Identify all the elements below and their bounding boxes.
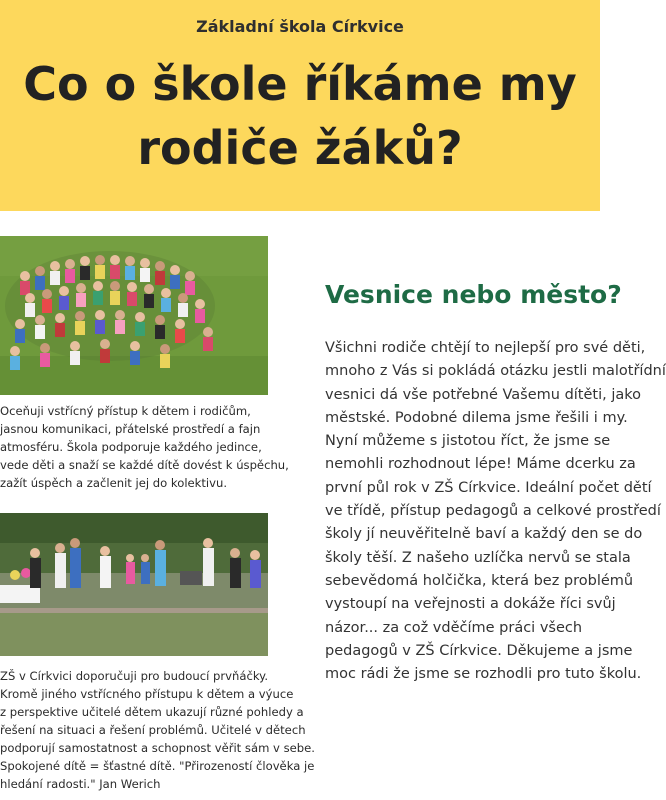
quote-2-line: z perspektive učitelé dětem ukazují různé pohledy a: [0, 705, 304, 719]
body-line: názor... za což vděčíme práci všech: [325, 619, 583, 636]
body-line: mnoho z Vás si pokládá otázku jestli malotřídní: [325, 363, 666, 380]
body-line: vystoupí na veřejnosti a dokáže říci svůj: [325, 596, 616, 613]
group-photo-children: [0, 236, 268, 395]
page-headline: [0, 52, 660, 180]
body-line: první půl rok v ZŠ Církvice. Ideální počet dětí: [325, 479, 652, 496]
section-title: Vesnice nebo město?: [325, 280, 622, 309]
quote-1-line: zažít úspěch a začlenit jej do kolektivu.: [0, 476, 228, 490]
body-line: Všichni rodiče chtějí to nejlepší pro své děti,: [325, 340, 646, 356]
body-line: školy těší. Z našeho uzlíčka nervů se stala: [325, 549, 631, 566]
body-line: školy jí neuvěřitelně baví a každý den se do: [325, 526, 643, 543]
quote-2-line: Spokojené dítě = šťastné dítě. "Přirozeností člověka je: [0, 759, 315, 773]
headline-line-2: rodiče žáků?: [137, 121, 463, 175]
parent-quote-2: [0, 667, 315, 793]
parent-quote-1: [0, 402, 289, 492]
headline-line-1: Co o škole říkáme my: [23, 57, 577, 111]
quote-1-line: atmosféru. Škola podporuje každého jedince,: [0, 440, 262, 454]
body-line: Nyní můžeme s jistotou říct, že jsme se: [325, 433, 611, 450]
quote-1-line: vede děti a snaží se každé dítě dovést k úspěchu,: [0, 458, 289, 472]
quote-2-line: Kromě jiného vstřícného přístupu k dětem a výuce: [0, 687, 294, 701]
quote-2-line: ZŠ v Církvici doporučuji pro budoucí prvňáčky.: [0, 669, 269, 683]
body-line: sebevědomá holčička, která bez problémů: [325, 572, 634, 589]
school-name: Základní škola Církvice: [196, 17, 404, 36]
quote-1-line: jasnou komunikaci, přátelské prostředí a fajn: [0, 422, 261, 436]
quote-2-line: řešení na situaci a řešení problémů. Učitelé v dětech: [0, 723, 306, 737]
testimonial-body: [325, 337, 666, 686]
garden-photo-families: [0, 513, 268, 656]
body-line: nemohli rozhodnout lépe! Máme dcerku za: [325, 456, 636, 473]
quote-1-line: Oceňuji vstřícný přístup k dětem i rodičům,: [0, 404, 251, 418]
quote-2-line: podporují samostatnost a schopnost věřit sám v sebe.: [0, 741, 315, 755]
quote-2-line: hledání radosti." Jan Werich: [0, 777, 161, 791]
body-line: moc rádi že jsme se rozhodli pro tuto školu.: [325, 666, 642, 683]
header-banner: [0, 0, 600, 211]
body-line: městské. Podobné dilema jsme řešili i my.: [325, 409, 628, 426]
body-line: vesnici dá vše potřebné Vašemu dítěti, jako: [325, 386, 642, 403]
body-line: ve třídě, přístup pedagogů a celkové prostředí: [325, 503, 661, 520]
body-line: pedagogů v ZŠ Církvice. Děkujeme a jsme: [325, 642, 633, 659]
